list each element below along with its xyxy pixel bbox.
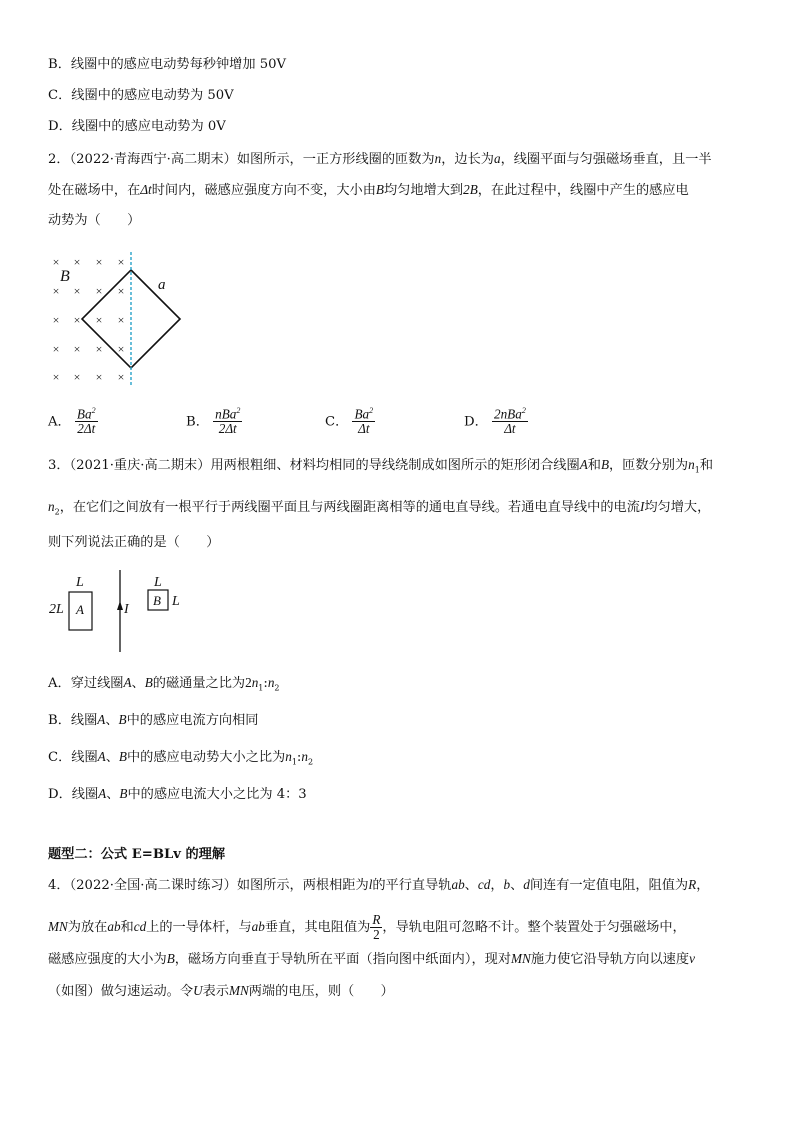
q1-option-b: B．线圈中的感应电动势每秒钟增加 50V [48, 57, 286, 72]
magnetic-field-cross: × [52, 342, 60, 356]
fig-label-2L: 2L [49, 602, 64, 617]
q2-stem-line1 [48, 150, 712, 169]
var: n [267, 675, 275, 690]
var: B [119, 786, 128, 801]
var: B [118, 712, 127, 727]
text: D．线圈 [48, 787, 99, 802]
magnetic-field-cross: × [52, 284, 60, 298]
num: Ba [76, 406, 92, 422]
text: 均匀地增大到 [383, 183, 464, 198]
text: 和 [120, 920, 134, 935]
var: d [523, 877, 530, 892]
magnetic-field-cross: × [73, 313, 81, 327]
q3-option-c [48, 748, 313, 772]
text: 均匀增大， [644, 500, 711, 515]
q3-stem-line3: 则下列说法正确的是（ ） [48, 535, 220, 550]
sup: 2 [521, 406, 526, 415]
text: 时间内，磁感应强度方向不变，大小由 [151, 183, 376, 198]
text: 、 [106, 787, 120, 802]
magnetic-field-cross: × [73, 342, 81, 356]
num: nBa [215, 406, 237, 422]
text: 中的感应电流大小之比为 4：3 [127, 787, 307, 802]
q4-stem-line1 [48, 876, 709, 895]
num: 2nBa [493, 406, 522, 422]
fig-label-L-B: L [154, 575, 162, 590]
text: 、 [510, 878, 524, 893]
q3-source: （2021·重庆·高二期末） [69, 458, 211, 473]
text: C．线圈 [48, 750, 98, 765]
fig-label-L-top: L [76, 575, 84, 590]
q3-number: 3． [48, 458, 70, 473]
var: n [285, 749, 292, 764]
fig-label-A: A [76, 602, 84, 617]
var: B [118, 749, 127, 764]
var: B [166, 951, 175, 966]
text: 施力使它沿导轨方向以速度 [530, 952, 690, 967]
q4-number: 4． [48, 878, 70, 893]
text: ，边长为 [441, 152, 494, 167]
text: 的平行直导轨 [372, 878, 452, 893]
q3-stem-line1 [48, 456, 713, 480]
section-heading: 题型二：公式 E=BLv 的理解 [48, 847, 226, 862]
var: A [97, 749, 106, 764]
q3-figure [44, 570, 194, 655]
den: Δt [504, 421, 516, 437]
sup: 2 [91, 406, 96, 415]
fraction [213, 404, 242, 436]
text: 、 [105, 750, 119, 765]
text: : [263, 676, 268, 691]
text: 中的感应电动势大小之比为 [126, 750, 286, 765]
var: ab [251, 919, 265, 934]
var: n [251, 675, 259, 690]
var: n [48, 499, 55, 514]
var: b [503, 877, 511, 892]
magnetic-field-cross: × [95, 370, 103, 384]
var: A [579, 457, 588, 472]
q2-option-b [186, 404, 242, 436]
var: v [689, 951, 695, 966]
text: 、 [464, 878, 478, 893]
text: 中的感应电流方向相同 [126, 713, 259, 728]
text: A．穿过线圈 [48, 676, 124, 691]
fig-label-I: I [124, 602, 129, 617]
sub: 2 [54, 507, 60, 517]
var: cd [133, 919, 147, 934]
den: 2Δt [218, 421, 237, 437]
text: 垂直，其电阻值为 [264, 920, 371, 935]
var: l [368, 877, 373, 892]
fraction-r-over-2 [370, 913, 382, 942]
text: 为放在 [67, 920, 108, 935]
fraction [492, 404, 528, 436]
option-label: D． [464, 414, 488, 430]
q2-figure [44, 250, 194, 385]
magnetic-field-cross: × [52, 370, 60, 384]
text: ， [490, 878, 504, 893]
q2-number: 2． [48, 152, 70, 167]
var: n [434, 151, 442, 166]
den: 2Δt [77, 421, 96, 437]
text: （如图）做匀速运动。令 [48, 984, 194, 999]
sub: 1 [694, 465, 700, 475]
var: ab [107, 919, 121, 934]
text: ，在它们之间放有一根平行于两线圈平面且与两线圈距离相等的通电直导线。若通电直导线中的电流 [59, 500, 640, 515]
option-label: C． [325, 414, 349, 430]
sub: 1 [258, 683, 264, 693]
text: 、 [105, 713, 119, 728]
current-arrow [117, 601, 123, 610]
text: ，匝数分别为 [609, 458, 689, 473]
text: 的磁通量之比为 [152, 676, 246, 691]
text: 处在磁场中，在 [48, 183, 141, 198]
magnetic-field-cross: × [95, 284, 103, 298]
text: : [296, 750, 302, 765]
var: a [493, 151, 501, 166]
var: A [98, 786, 107, 801]
magnetic-field-cross: × [73, 255, 81, 269]
text: 磁感应强度的大小为 [48, 952, 167, 967]
den: Δt [358, 421, 370, 437]
q2-stem-line3: 动势为（ ） [48, 213, 141, 228]
q4-stem-line2 [48, 912, 686, 943]
var: n [688, 457, 695, 472]
var: B [600, 457, 609, 472]
text: 两端的电压，则（ ） [248, 984, 394, 999]
text: ，导轨电阻可忽略不计。整个装置处于匀强磁场中， [382, 920, 686, 935]
sup: 2 [369, 406, 374, 415]
sup: 2 [236, 406, 241, 415]
magnetic-field-cross: × [117, 370, 125, 384]
fig-label-L-right: L [172, 594, 180, 609]
text: ， [696, 878, 710, 893]
q3-option-d [48, 785, 307, 804]
text: 2 [245, 675, 252, 690]
var: MN [511, 951, 531, 966]
fig-label-a: a [158, 277, 166, 293]
var: B [375, 182, 384, 197]
text: 、 [131, 676, 145, 691]
var: ab [451, 877, 465, 892]
q1-option-c: C．线圈中的感应电动势为 50V [48, 88, 234, 103]
var: R [688, 877, 697, 892]
fraction [352, 404, 375, 436]
sub: 2 [274, 683, 280, 693]
q2-option-d [464, 404, 528, 436]
fig-label-b: B [60, 268, 70, 285]
var: cd [477, 877, 491, 892]
option-label: B． [186, 414, 209, 430]
text: 如图所示，一正方形线圈的匝数为 [236, 152, 435, 167]
q2-option-a [48, 404, 98, 436]
q2-stem-line2 [48, 181, 689, 200]
text: 如图所示，两根相距为 [236, 878, 369, 893]
q4-source: （2022·全国·高二课时练习） [69, 878, 237, 893]
var: Δt [140, 182, 152, 197]
var: B [144, 675, 153, 690]
q3-option-b [48, 711, 258, 730]
q3-stem-line2 [48, 498, 710, 522]
magnetic-field-cross: × [73, 284, 81, 298]
q4-stem-line3 [48, 950, 695, 969]
magnetic-field-cross: × [95, 313, 103, 327]
q1-option-d: D．线圈中的感应电动势为 0V [48, 119, 226, 134]
magnetic-field-cross: × [95, 342, 103, 356]
var: A [97, 712, 106, 727]
num: Ba [354, 406, 370, 422]
var: I [639, 499, 645, 514]
magnetic-field-cross: × [117, 313, 125, 327]
magnetic-field-cross: × [52, 255, 60, 269]
sub: 2 [307, 757, 314, 767]
q3-option-a [48, 674, 280, 698]
text: ，磁场方向垂直于导轨所在平面（指向图中纸面内），现对 [174, 952, 512, 967]
q2-option-c [325, 404, 375, 436]
q4-stem-line4 [48, 982, 394, 1001]
var: 2B [463, 182, 478, 197]
var: n [301, 749, 308, 764]
text: ，在此过程中，线圈中产生的感应电 [477, 183, 689, 198]
var: U [193, 983, 203, 998]
option-label: A． [48, 414, 71, 430]
magnetic-field-cross: × [52, 313, 60, 327]
var: MN [228, 983, 249, 998]
text: 和 [587, 458, 601, 473]
text: 和 [699, 458, 713, 473]
text: 用两根粗细、材料均相同的导线绕制成如图所示的矩形闭合线圈 [210, 458, 580, 473]
q2-source: （2022·青海西宁·高二期末） [69, 152, 237, 167]
magnetic-field-cross: × [117, 342, 125, 356]
num: R [372, 912, 381, 927]
var: A [123, 675, 132, 690]
fig-label-B: B [153, 593, 161, 608]
magnetic-field-cross: × [73, 370, 81, 384]
magnetic-field-cross: × [117, 255, 125, 269]
text: 间连有一定值电阻，阻值为 [529, 878, 689, 893]
sub: 1 [291, 757, 297, 767]
text: 表示 [202, 984, 229, 999]
text: B．线圈 [48, 713, 98, 728]
var: MN [48, 919, 68, 934]
den: 2 [373, 927, 380, 942]
magnetic-field-cross: × [117, 284, 125, 298]
fraction [75, 404, 98, 436]
magnetic-field-cross: × [95, 255, 103, 269]
text: ，线圈平面与匀强磁场垂直，且一半 [500, 152, 712, 167]
text: 上的一导体杆，与 [146, 920, 252, 935]
